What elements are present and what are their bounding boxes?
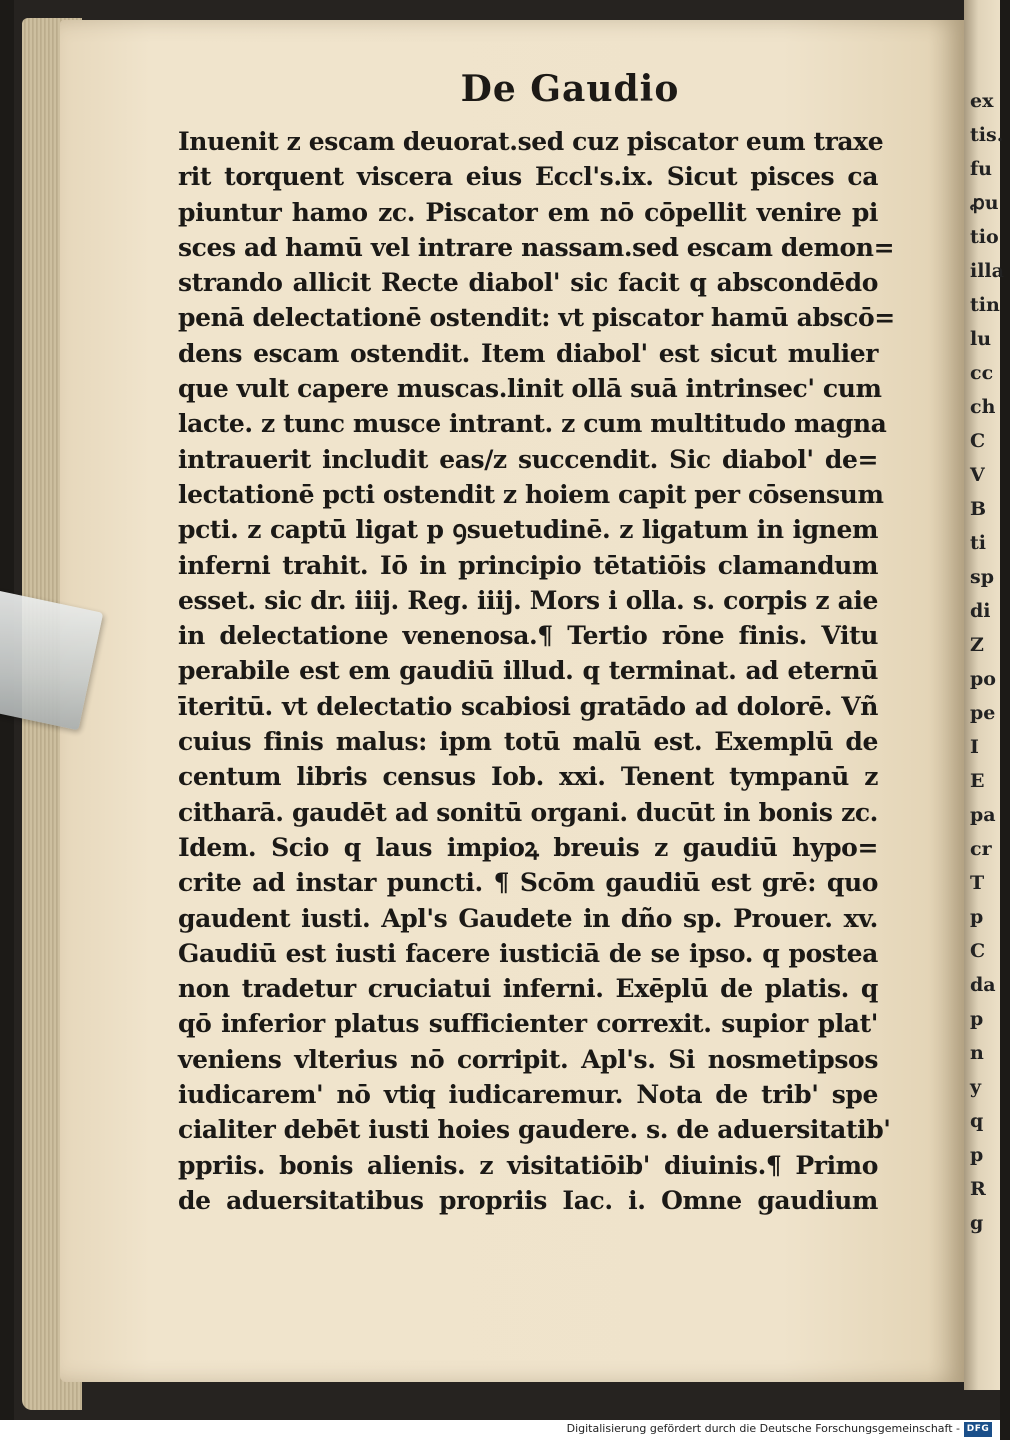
text-line: de aduersitatibus propriis Iac. i. Omne gaudium (178, 1185, 878, 1215)
footer-bar (0, 1420, 1000, 1440)
right-page-text-fragment: p (970, 1008, 984, 1030)
right-page-text-fragment: n (970, 1042, 984, 1064)
text-line: cuius finis malus: ipm totū malū est. Exemplū de (178, 727, 878, 757)
right-page-text-fragment: q (970, 1110, 984, 1132)
footer-credit: Digitalisierung gefördert durch die Deutsche Forschungsgemeinschaft - (566, 1422, 960, 1435)
text-line: que vult capere muscas.linit ollā suā intrinsec' cum (178, 374, 882, 404)
right-page-text-fragment: pe (970, 702, 996, 724)
text-line: Gaudiū est iusti facere iusticiā de se ipso. q postea (178, 938, 878, 968)
right-page-text-fragment: tio (970, 226, 999, 248)
text-line: īteritū. vt delectatio scabiosi gratādo ad dolorē. Vñ (178, 691, 878, 721)
text-line: iudicarem' nō vtiq iudicaremur. Nota de trib' spe (178, 1080, 878, 1110)
text-line: piuntur hamo zc. Piscator em nō cōpellit venire pi (178, 197, 878, 227)
right-page-text-fragment: V (970, 464, 985, 486)
right-page-text-fragment: lu (970, 328, 992, 350)
right-page-text-fragment: C (970, 940, 986, 962)
right-page-text-fragment: R (970, 1178, 986, 1200)
right-page-text-fragment: di (970, 600, 991, 622)
right-page-edge (964, 0, 1004, 1390)
text-line: esset. sic dr. iiij. Reg. iiij. Mors i olla. s. corpis z aie (178, 585, 878, 615)
text-line: rit torquent viscera eius Eccl's.ix. Sicut pisces ca (178, 162, 878, 192)
right-page-text-fragment: ch (970, 396, 996, 418)
right-page-text-fragment: y (970, 1076, 982, 1098)
right-page-text-fragment: T (970, 872, 985, 894)
text-line: intrauerit includit eas/z succendit. Sic diabol' de= (178, 444, 878, 474)
text-line: lacte. z tunc musce intrant. z cum multitudo magna (178, 409, 887, 439)
right-page-text-fragment: E (970, 770, 985, 792)
right-page-text-fragment: p (970, 906, 984, 928)
text-line: veniens vlterius nō corripit. Apl's. Si nosmetipsos (178, 1044, 878, 1074)
text-line: in delectatione venenosa.¶ Tertio rōne finis. Vitu (178, 621, 878, 651)
text-line: Idem. Scio q laus impioꝝ breuis z gaudiū hypo= (178, 832, 878, 862)
text-line: penā delectationē ostendit: vt piscator hamū abscō= (178, 303, 895, 333)
text-line: non tradetur cruciatui inferni. Exēplū de platis. q (178, 974, 878, 1004)
right-page-text-fragment: cr (970, 838, 992, 860)
right-page-text-fragment: illa (970, 260, 1004, 282)
right-page-text-fragment: tin (970, 294, 1000, 316)
right-page-text-fragment: I (970, 736, 979, 758)
text-line: citharā. gaudēt ad sonitū organi. ducūt in bonis zc. (178, 797, 878, 827)
text-line: Inuenit z escam deuorat.sed cuz piscator eum traxe (178, 127, 884, 156)
text-line: cialiter debēt iusti hoies gaudere. s. de aduersitatib' (178, 1115, 891, 1145)
right-page-text-fragment: sp (970, 566, 994, 588)
page-text (178, 124, 895, 1218)
right-page-text-fragment: ti (970, 532, 986, 554)
text-line: qō inferior platus sufficienter correxit. supior plat' (178, 1009, 878, 1039)
right-page-text-fragment: fu (970, 158, 992, 180)
text-line: inferni trahit. Iō in principio tētatiōis clamandum (178, 550, 878, 580)
text-line: ppriis. bonis alienis. z visitatiōib' diuinis.¶ Primo (178, 1150, 878, 1180)
right-page-text-fragment: tis. (970, 124, 1004, 146)
text-line: lectationē pcti ostendit z hoiem capit per cōsensum (178, 479, 884, 509)
text-line: gaudent iusti. Apl's Gaudete in dño sp. Prouer. xv. (178, 903, 878, 933)
right-page-text-fragment: cc (970, 362, 994, 384)
text-line: crite ad instar puncti. ¶ Scōm gaudiū est grē: quo (178, 868, 878, 898)
text-line: dens escam ostendit. Item diabol' est sicut mulier (178, 338, 878, 368)
dfg-logo[interactable]: DFG (964, 1422, 992, 1437)
right-page-text-fragment: Z (970, 634, 984, 656)
right-page-text-fragment: po (970, 668, 996, 690)
right-page-text-fragment: ꝓu (970, 192, 999, 214)
right-page-text-fragment: pa (970, 804, 996, 826)
right-page-text-fragment: da (970, 974, 996, 996)
right-page-text-fragment: ex (970, 90, 994, 112)
right-page-text-fragment: B (970, 498, 987, 520)
text-line: sces ad hamū vel intrare nassam.sed escam demon= (178, 232, 895, 262)
text-line: perabile est em gaudiū illud. q terminat. ad eternū (178, 656, 878, 686)
right-page-text-fragment: g (970, 1212, 984, 1234)
text-line: centum libris census Iob. xxi. Tenent tympanū z (178, 762, 878, 792)
page-header: De Gaudio (460, 68, 680, 110)
text-line: strando allicit Recte diabol' sic facit q abscondēdo (178, 268, 878, 298)
right-page-text-fragment: C (970, 430, 986, 452)
text-line: pcti. z captū ligat p ꝯsuetudinē. z ligatum in ignem (178, 515, 878, 545)
right-page-text-fragment: p (970, 1144, 984, 1166)
